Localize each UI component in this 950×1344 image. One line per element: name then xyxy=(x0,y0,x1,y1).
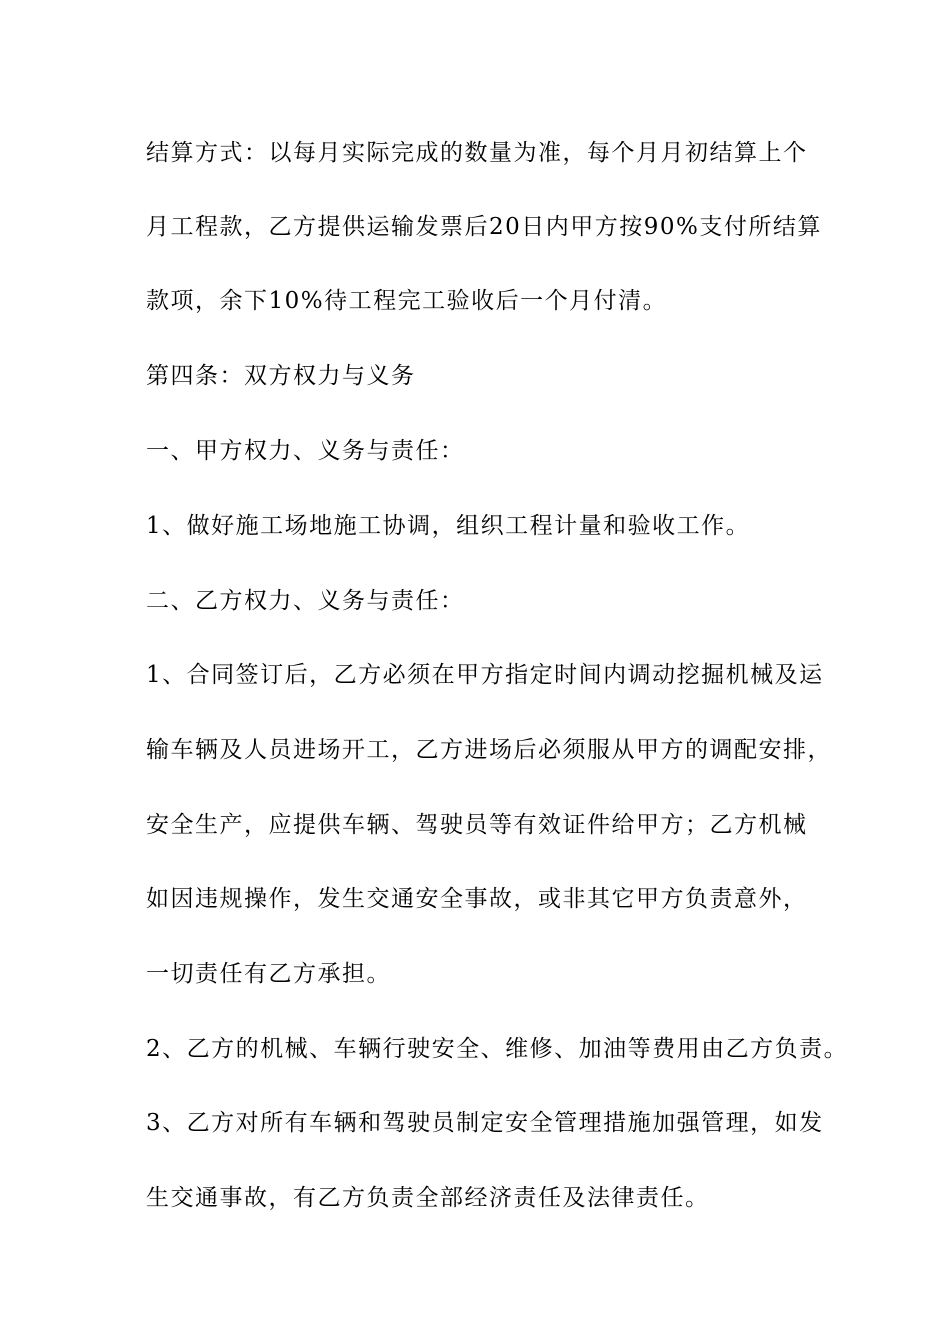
text-line: 2、乙方的机械、车辆行驶安全、维修、加油等费用由乙方负责。 xyxy=(146,1036,849,1062)
text-line: 1、合同签订后，乙方必须在甲方指定时间内调动挖掘机械及运 xyxy=(146,662,824,688)
text-line: 生交通事故，有乙方负责全部经济责任及法律责任。 xyxy=(146,1185,710,1211)
section-heading: 第四条：双方权力与义务 xyxy=(146,363,416,389)
text-line: 1、做好施工场地施工协调，组织工程计量和验收工作。 xyxy=(146,513,751,539)
text-line: 安全生产，应提供车辆、驾驶员等有效证件给甲方；乙方机械 xyxy=(146,812,808,838)
text-line: 一切责任有乙方承担。 xyxy=(146,961,391,987)
subsection-heading: 一、甲方权力、义务与责任： xyxy=(146,438,465,464)
text-line: 结算方式：以每月实际完成的数量为准，每个月月初结算上个 xyxy=(146,140,808,166)
text-line: 月工程款，乙方提供运输发票后20日内甲方按90%支付所结算 xyxy=(146,214,822,240)
text-line: 输车辆及人员进场开工，乙方进场后必须服从甲方的调配安排， xyxy=(146,737,832,763)
text-line: 如因违规操作，发生交通安全事故，或非其它甲方负责意外， xyxy=(146,886,808,912)
subsection-heading: 二、乙方权力、义务与责任： xyxy=(146,588,465,614)
text-line: 款项，余下10%待工程完工验收后一个月付清。 xyxy=(146,288,668,314)
text-line: 3、乙方对所有车辆和驾驶员制定安全管理措施加强管理，如发 xyxy=(146,1110,824,1136)
